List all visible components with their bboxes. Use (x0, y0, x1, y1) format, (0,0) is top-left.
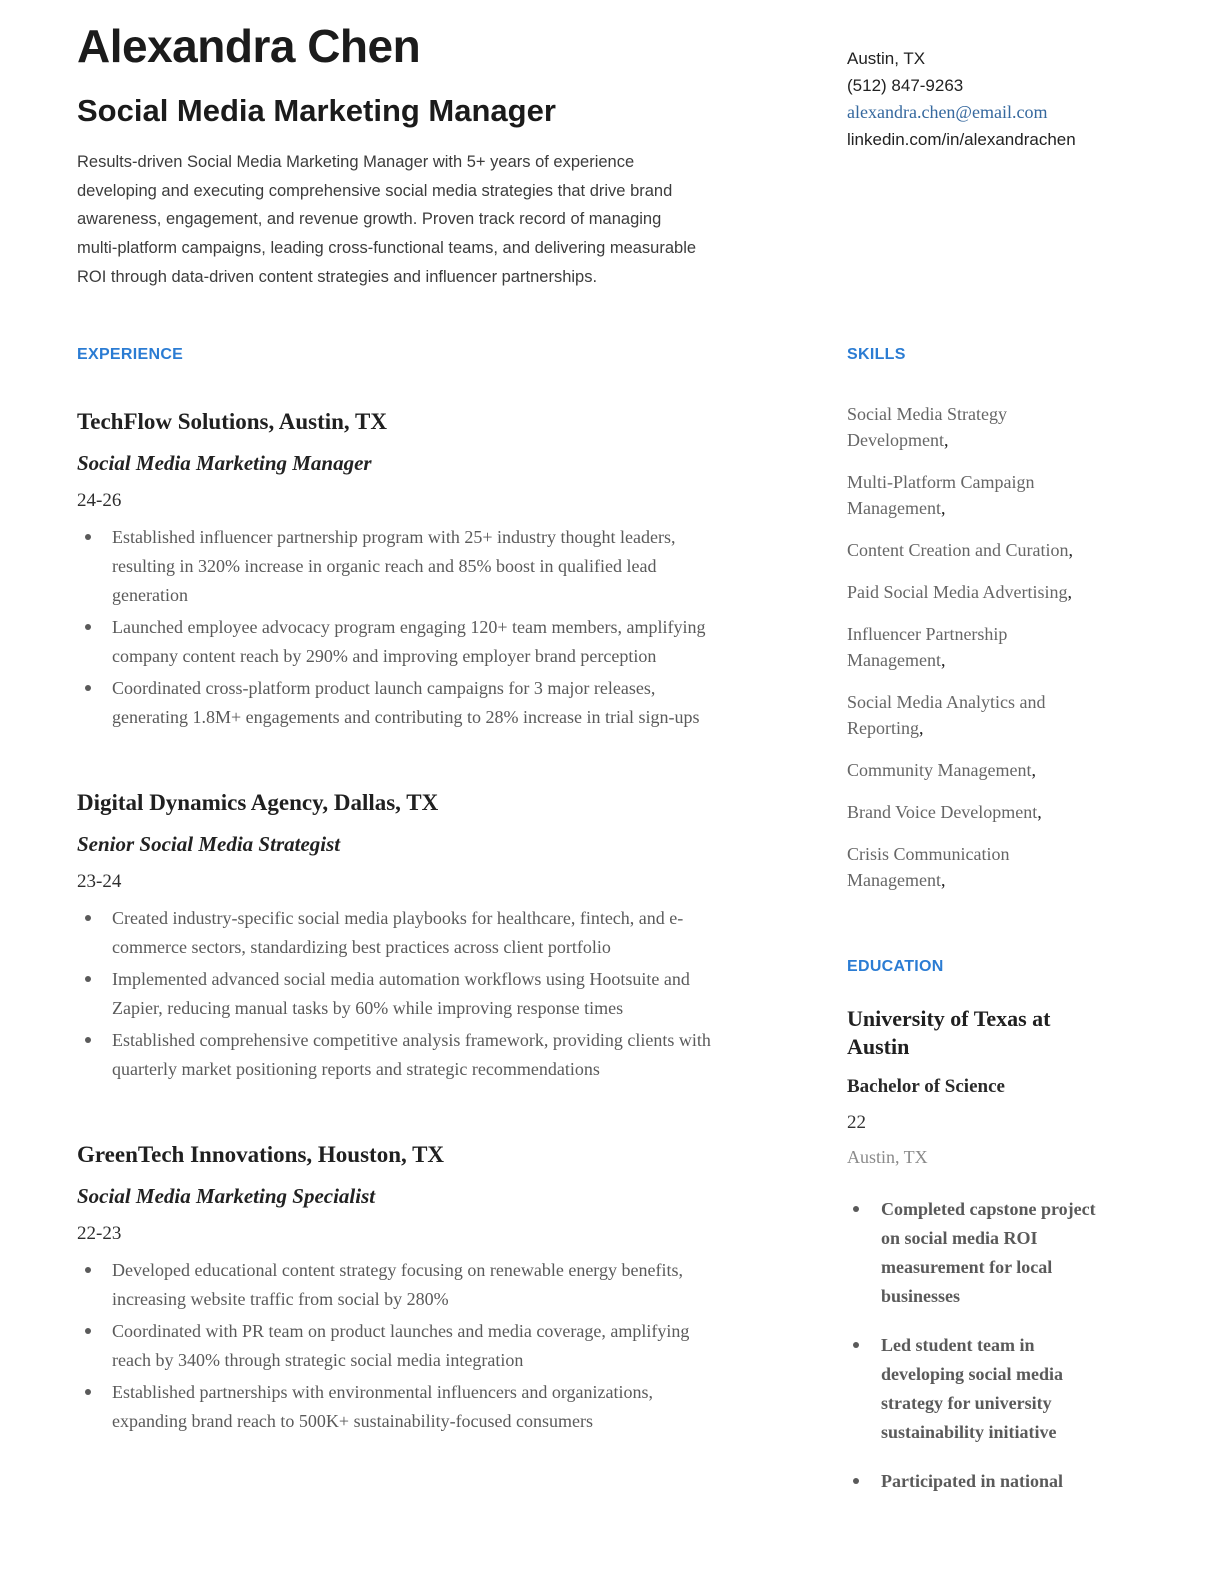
skill-separator: , (943, 430, 949, 451)
education-degree: Bachelor of Science (847, 1076, 1005, 1098)
job-entry (77, 407, 790, 732)
education-section (847, 957, 1147, 1496)
person-job-title: Social Media Marketing Manager (77, 93, 556, 129)
edu-bullet-text: Participated in national (881, 1471, 1064, 1492)
edu-bullet-text: Led student team in developing social media strategy for university sustainability initiative (881, 1335, 1064, 1443)
skill-item (847, 537, 1102, 563)
skill-item (847, 621, 1102, 673)
edu-bullet-item (847, 1195, 1147, 1311)
job-dates: 24-26 (77, 490, 122, 512)
job-role: Social Media Marketing Manager (77, 451, 372, 476)
summary-paragraph: Results-driven Social Media Marketing Manager with 5+ years of experience developing and executing comprehensive social media strategies that drive brand awareness, engagement, and revenue growth. Proven track record of managing multi-platform campaigns, leading cross-functional teams, and delivering measurable ROI through data-driven content strategies and influencer partnerships. (77, 153, 697, 286)
company-name: GreenTech Innovations, Houston, TX (77, 1142, 445, 1168)
job-role: Senior Social Media Strategist (77, 832, 341, 857)
contact-phone: (512) 847-9263 (847, 76, 964, 95)
bullet-item (77, 1378, 790, 1436)
bullet-text: Developed educational content strategy focusing on renewable energy benefits, increasing website traffic from social by 280% (112, 1260, 683, 1310)
skill-separator: , (940, 870, 946, 891)
job-dates: 22-23 (77, 1223, 122, 1245)
education-school: University of Texas at Austin (847, 1006, 1051, 1060)
bullet-item (77, 965, 790, 1023)
education-year: 22 (847, 1112, 866, 1134)
skill-label: Multi-Platform Campaign Management (847, 472, 1035, 519)
bullet-item (77, 1256, 790, 1314)
skills-heading: SKILLS (847, 346, 906, 364)
skill-label: Community Management (847, 760, 1032, 781)
skill-separator: , (940, 650, 946, 671)
skill-separator: , (1031, 760, 1036, 781)
skill-separator: , (1067, 582, 1072, 603)
education-heading: EDUCATION (847, 958, 944, 976)
job-entry (77, 1140, 790, 1436)
bullet-text: Established influencer partnership program with 25+ industry thought leaders, resulting in 320% increase in organic reach and 85% boost in qualified lead generation (112, 527, 676, 606)
skill-item (847, 401, 1102, 453)
sidebar-column (847, 345, 1147, 1516)
skill-separator: , (1068, 540, 1073, 561)
bullet-dot (85, 624, 91, 630)
job-dates: 23-24 (77, 871, 122, 893)
skill-item (847, 579, 1102, 605)
bullet-text: Coordinated cross-platform product launch campaigns for 3 major releases, generating 1.8M+ engagements and contributing to 28% increase in trial sign-ups (112, 678, 700, 728)
bullet-dot (85, 1389, 91, 1395)
bullet-dot (85, 1328, 91, 1334)
job-bullet-list (77, 1256, 790, 1436)
skill-item (847, 757, 1102, 783)
skill-separator: , (919, 718, 924, 739)
education-bullet-list (847, 1195, 1147, 1496)
bullet-dot (85, 685, 91, 691)
skill-label: Paid Social Media Advertising (847, 582, 1068, 603)
bullet-text: Established comprehensive competitive analysis framework, providing clients with quarterly market positioning reports and strategic recommendations (112, 1030, 711, 1080)
skill-item (847, 799, 1102, 825)
skills-list (847, 401, 1147, 893)
skill-item (847, 689, 1102, 741)
bullet-dot (85, 534, 91, 540)
bullet-dot (85, 976, 91, 982)
bullet-item (77, 1317, 790, 1375)
skill-label: Influencer Partnership Management (847, 624, 1008, 671)
job-entry (77, 788, 790, 1084)
contact-linkedin: linkedin.com/in/alexandrachen (847, 130, 1076, 149)
skill-separator: , (940, 498, 946, 519)
job-bullet-list (77, 523, 790, 732)
skill-item (847, 469, 1102, 521)
edu-bullet-item (847, 1331, 1147, 1447)
company-name: TechFlow Solutions, Austin, TX (77, 409, 387, 435)
edu-bullet-text: Completed capstone project on social media ROI measurement for local businesses (881, 1199, 1096, 1307)
experience-heading: EXPERIENCE (77, 346, 184, 364)
bullet-item (77, 1026, 790, 1084)
bullet-dot (853, 1478, 859, 1484)
job-role: Social Media Marketing Specialist (77, 1184, 376, 1209)
skill-label: Social Media Analytics and Reporting (847, 692, 1046, 739)
bullet-dot (85, 1037, 91, 1043)
bullet-dot (85, 915, 91, 921)
bullet-item (77, 674, 790, 732)
bullet-text: Coordinated with PR team on product launches and media coverage, amplifying reach by 340% through strategic social media integration (112, 1321, 690, 1371)
bullet-text: Established partnerships with environmental influencers and organizations, expanding brand reach to 500K+ sustainability-focused consumers (112, 1382, 654, 1432)
skill-separator: , (1037, 802, 1042, 823)
experience-section (77, 345, 790, 1439)
bullet-text: Launched employee advocacy program engaging 120+ team members, amplifying company content reach by 290% and improving employer brand perception (112, 617, 706, 667)
header (0, 0, 1224, 291)
bullet-text: Implemented advanced social media automation workflows using Hootsuite and Zapier, reducing manual tasks by 60% while improving response times (112, 969, 690, 1019)
bullet-item (77, 904, 790, 962)
skill-label: Content Creation and Curation (847, 540, 1069, 561)
bullet-dot (853, 1342, 859, 1348)
skill-label: Crisis Communication Management (847, 844, 1010, 891)
job-bullet-list (77, 904, 790, 1084)
contact-block (847, 22, 1147, 291)
bullet-item (77, 523, 790, 610)
content-columns (0, 345, 1224, 1516)
contact-location: Austin, TX (847, 49, 926, 68)
edu-bullet-item (847, 1467, 1147, 1496)
header-left (77, 22, 790, 291)
company-name: Digital Dynamics Agency, Dallas, TX (77, 790, 439, 816)
skill-label: Social Media Strategy Development (847, 404, 1007, 451)
bullet-item (77, 613, 790, 671)
bullet-dot (85, 1267, 91, 1273)
bullet-text: Created industry-specific social media playbooks for healthcare, fintech, and e-commerce sectors, standardizing best practices across client portfolio (112, 908, 684, 958)
skills-section (847, 345, 1147, 893)
experience-list (77, 407, 790, 1436)
bullet-dot (853, 1206, 859, 1212)
person-name: Alexandra Chen (77, 20, 421, 72)
skill-label: Brand Voice Development (847, 802, 1038, 823)
skill-item (847, 841, 1102, 893)
contact-email-link[interactable]: alexandra.chen@email.com (847, 102, 1048, 122)
education-location: Austin, TX (847, 1147, 928, 1168)
